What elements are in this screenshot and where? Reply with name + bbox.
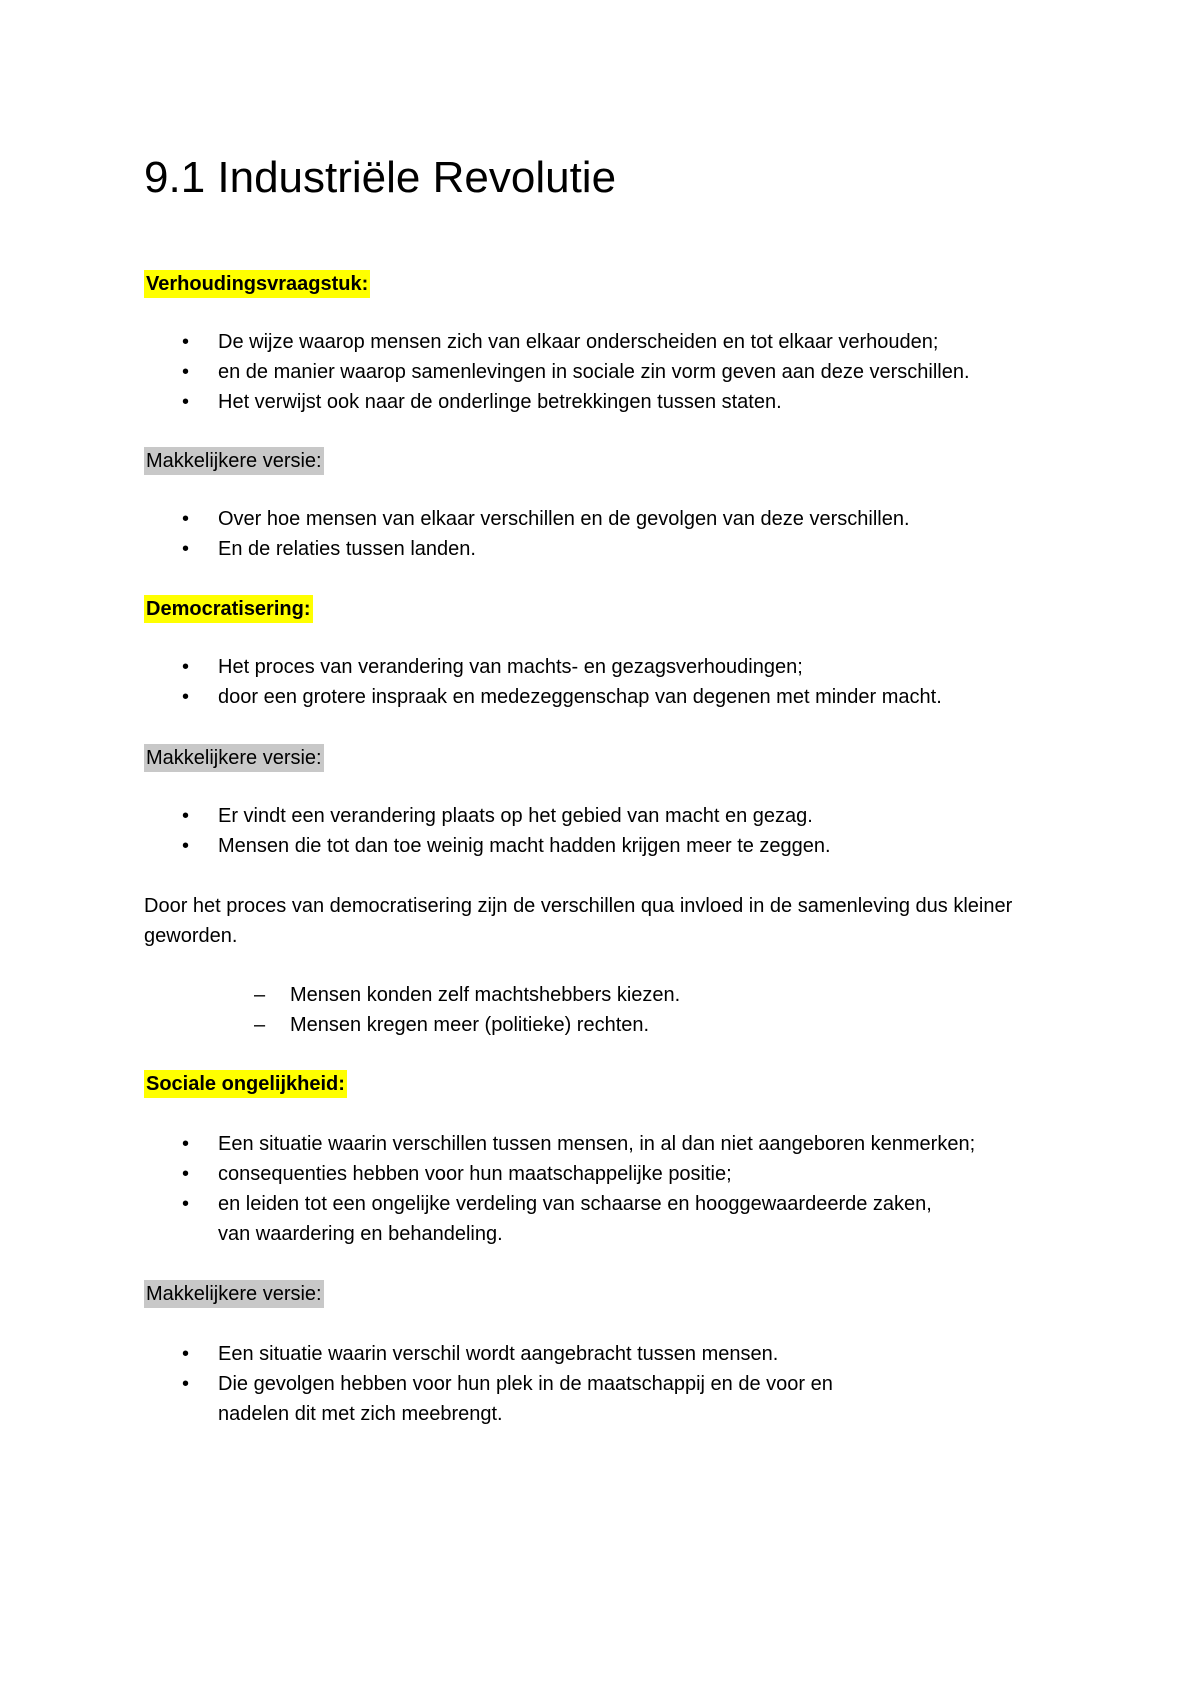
bullet-icon: • bbox=[182, 1163, 190, 1185]
list-item: • Een situatie waarin verschillen tussen mensen, in al dan niet aangeboren kenmerken; bbox=[144, 1129, 1064, 1159]
list-item: • Een situatie waarin verschil wordt aangebracht tussen mensen. bbox=[144, 1339, 1064, 1369]
bullet-icon: • bbox=[182, 1343, 190, 1365]
definition-list-verhoudingsvraagstuk bbox=[144, 327, 1064, 417]
list-item: • Over hoe mensen van elkaar verschillen en de gevolgen van deze verschillen. bbox=[144, 504, 1064, 534]
list-item: – Mensen konden zelf machtshebbers kiezen. bbox=[144, 980, 1064, 1010]
bullet-icon: • bbox=[182, 331, 190, 353]
term-label-verhoudingsvraagstuk: Verhoudingsvraagstuk: bbox=[144, 270, 370, 298]
bullet-icon: • bbox=[182, 508, 190, 530]
bullet-icon: • bbox=[182, 656, 190, 678]
list-item: • Mensen die tot dan toe weinig macht hadden krijgen meer te zeggen. bbox=[144, 831, 1064, 861]
list-item: • Het verwijst ook naar de onderlinge betrekkingen tussen staten. bbox=[144, 387, 1064, 417]
term-label-democratisering: Democratisering: bbox=[144, 595, 313, 623]
list-item: • en de manier waarop samenlevingen in sociale zin vorm geven aan deze verschillen. bbox=[144, 357, 1064, 387]
bullet-icon: • bbox=[182, 1373, 190, 1395]
list-item: • De wijze waarop mensen zich van elkaar onderscheiden en tot elkaar verhouden; bbox=[144, 327, 1064, 357]
bullet-icon: • bbox=[182, 1193, 190, 1215]
list-item: • Er vindt een verandering plaats op het gebied van macht en gezag. bbox=[144, 801, 1064, 831]
easier-version-label: Makkelijkere versie: bbox=[144, 447, 324, 475]
easier-version-list bbox=[144, 504, 1064, 564]
definition-list-democratisering bbox=[144, 652, 1064, 712]
bullet-icon: • bbox=[182, 391, 190, 413]
easier-version-label: Makkelijkere versie: bbox=[144, 1280, 324, 1308]
dash-icon: – bbox=[254, 1014, 266, 1036]
bullet-icon: • bbox=[182, 361, 190, 383]
term-label-sociale-ongelijkheid: Sociale ongelijkheid: bbox=[144, 1070, 347, 1098]
list-item: • en leiden tot een ongelijke verdeling van schaarse en hooggewaardeerde zaken, van waardering en behandeling. bbox=[144, 1189, 1064, 1249]
list-item: • En de relaties tussen landen. bbox=[144, 534, 1064, 564]
bullet-icon: • bbox=[182, 835, 190, 857]
bullet-icon: • bbox=[182, 805, 190, 827]
easier-version-list bbox=[144, 1339, 1064, 1429]
definition-list-sociale-ongelijkheid bbox=[144, 1129, 1064, 1249]
list-item: – Mensen kregen meer (politieke) rechten. bbox=[144, 1010, 1064, 1040]
list-item: • door een grotere inspraak en medezeggenschap van degenen met minder macht. bbox=[144, 682, 1064, 712]
list-item: • consequenties hebben voor hun maatschappelijke positie; bbox=[144, 1159, 1064, 1189]
bullet-icon: • bbox=[182, 1133, 190, 1155]
list-item: • Die gevolgen hebben voor hun plek in de maatschappij en de voor en nadelen dit met zich meebrengt. bbox=[144, 1369, 1064, 1429]
bullet-icon: • bbox=[182, 686, 190, 708]
list-item: • Het proces van verandering van machts- en gezagsverhoudingen; bbox=[144, 652, 1064, 682]
body-paragraph: Door het proces van democratisering zijn de verschillen qua invloed in de samenleving dus kleiner geworden. bbox=[144, 895, 1013, 947]
dash-list bbox=[144, 980, 1064, 1040]
bullet-icon: • bbox=[182, 538, 190, 560]
easier-version-list bbox=[144, 801, 1064, 861]
page-title: 9.1 Industriële Revolutie bbox=[144, 153, 617, 202]
dash-icon: – bbox=[254, 984, 266, 1006]
easier-version-label: Makkelijkere versie: bbox=[144, 744, 324, 772]
